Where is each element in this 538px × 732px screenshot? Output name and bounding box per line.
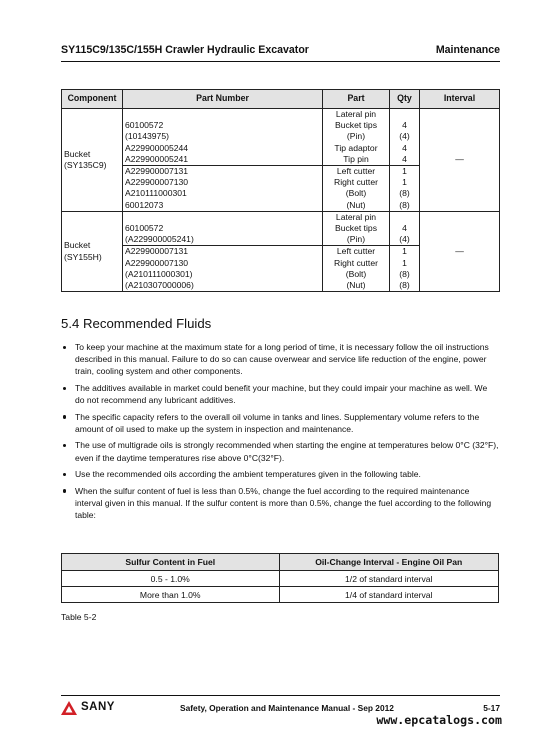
bullet-dot-icon [63, 444, 66, 447]
qty-value: 1 [402, 177, 407, 188]
header-rule [61, 61, 500, 62]
col-header-interval: Interval [420, 90, 500, 109]
part-name: (Bolt) [345, 188, 367, 199]
qty-value: (8) [399, 188, 410, 199]
brand-name: SANY [81, 701, 115, 713]
qty-value: (4) [399, 131, 410, 142]
part-name: (Pin) [346, 234, 366, 245]
qty-value: 1 [402, 166, 407, 177]
part-number: A229900005244 [125, 142, 189, 153]
list-item-text: The use of multigrade oils is strongly recommended when starting the engine at temperatures below 0°C (32°F), even if the daytime temperatures rise above 0°C(32°F). [75, 440, 499, 463]
part-number: 60100572 [125, 223, 164, 234]
part-number-cell [123, 109, 323, 166]
component-model: (SY155H) [64, 251, 102, 262]
page-header [61, 44, 500, 58]
qty-value: (8) [399, 280, 410, 291]
part-number [125, 109, 320, 120]
list-item-text: The additives available in market could benefit your machine, but they could impair your machine as well. We do not recommend any lubricant additives. [75, 382, 488, 406]
interval-cell: — [420, 109, 500, 212]
qty-value: (4) [399, 234, 410, 245]
part-number: A229900007130 [125, 177, 189, 188]
part-cell [323, 211, 390, 246]
part-name: Right cutter [334, 257, 378, 268]
part-name: Left cutter [336, 166, 376, 177]
interval-cell: 1/2 of standard interval [279, 571, 499, 587]
part-cell [323, 109, 390, 166]
qty-value: 1 [402, 246, 407, 257]
component-name: Bucket [64, 240, 91, 251]
list-item-text: When the sulfur content of fuel is less than 0.5%, change the fuel according to the required maintenance interval given in this manual. If the sulfur content is more than 0.5%, change the fuel according to the following table: [75, 485, 492, 520]
list-item [61, 411, 499, 435]
part-number: (A210111000301) [125, 268, 193, 279]
col-header-sulfur-content: Sulfur Content in Fuel [62, 554, 280, 571]
qty-value: 4 [402, 120, 407, 131]
part-number: (10143975) [125, 131, 169, 142]
table-caption: Table 5-2 [61, 612, 97, 622]
qty-value: (8) [399, 268, 410, 279]
qty-cell [390, 166, 420, 212]
part-number: A229900007130 [125, 257, 189, 268]
part-name: Tip adaptor [334, 142, 378, 153]
sulfur-table [61, 553, 499, 603]
qty-value: 4 [402, 142, 407, 153]
list-item-text: The specific capacity refers to the overall oil volume in tanks and lines. Supplementary volume refers to the amount of oil used to make up the system in inspection and maintenance. [75, 411, 480, 434]
part-name: Right cutter [334, 177, 378, 188]
part-name: (Bolt) [345, 268, 367, 279]
part-number-cell [123, 211, 323, 246]
bullet-dot-icon [63, 346, 66, 349]
table-row [62, 571, 499, 587]
part-cell [323, 166, 390, 212]
page-number: 5-17 [483, 703, 500, 713]
parts-table [61, 89, 500, 292]
document-title: SY115C9/135C/155H Crawler Hydraulic Excavator [61, 44, 309, 56]
footer-rule [61, 695, 500, 696]
part-name: (Pin) [346, 131, 366, 142]
sany-triangle-logo-icon [61, 701, 77, 715]
col-header-part: Part [323, 90, 390, 109]
list-item [61, 439, 499, 463]
list-item [61, 382, 499, 406]
qty-value [392, 109, 417, 120]
list-item-text: Use the recommended oils according the ambient temperatures given in the following table. [75, 469, 421, 480]
part-number: A210111000301 [125, 188, 187, 199]
bullet-dot-icon [63, 415, 66, 418]
list-item [61, 485, 499, 522]
qty-cell [390, 246, 420, 292]
component-cell [62, 211, 123, 291]
parts-table-header-row [62, 90, 500, 109]
part-number: A229900007131 [125, 166, 189, 177]
watermark: www.epcatalogs.com [376, 713, 502, 727]
list-item-text: To keep your machine at the maximum state for a long period of time, it is necessary follow the oil instructions described in this manual. Failure to do so can cause overwear and service life reduction of the engine, power train, cooling system and other components. [75, 342, 489, 377]
bullet-dot-icon [63, 489, 66, 492]
sulfur-content-cell: 0.5 - 1.0% [62, 571, 280, 587]
part-number: (A229900005241) [125, 234, 194, 245]
qty-value: 4 [402, 153, 407, 164]
qty-value: 1 [402, 257, 407, 268]
part-name: Lateral pin [335, 211, 377, 222]
bullet-dot-icon [63, 473, 66, 476]
qty-value [392, 212, 417, 223]
manual-title: Safety, Operation and Maintenance Manual - Sep 2012 [180, 703, 394, 713]
part-name: Bucket tips [334, 120, 378, 131]
table-row [62, 211, 500, 246]
part-cell [323, 246, 390, 292]
part-number: 60012073 [125, 199, 164, 210]
table-row [62, 109, 500, 166]
col-header-oil-change-interval: Oil-Change Interval - Engine Oil Pan [279, 554, 499, 571]
part-name: Tip pin [343, 153, 369, 164]
section-label: Maintenance [435, 44, 500, 56]
qty-cell [390, 109, 420, 166]
part-number: (A210307000006) [125, 280, 194, 291]
part-name: Left cutter [336, 246, 376, 257]
qty-cell [390, 211, 420, 246]
bullet-dot-icon [63, 387, 66, 390]
bullet-list [61, 341, 499, 525]
part-name: Lateral pin [335, 109, 377, 119]
part-number [125, 212, 320, 223]
list-item [61, 341, 499, 378]
component-name: Bucket [64, 148, 91, 159]
interval-cell: — [420, 211, 500, 291]
part-number-cell [123, 166, 323, 212]
qty-value: (8) [399, 199, 410, 210]
table-row [62, 587, 499, 603]
part-number: A229900007131 [125, 246, 189, 257]
interval-cell: 1/4 of standard interval [279, 587, 499, 603]
part-number: 60100572 [125, 120, 164, 131]
col-header-part-number: Part Number [123, 90, 323, 109]
part-name: (Nut) [346, 199, 366, 210]
part-number: A229900005241 [125, 153, 189, 164]
part-name: Bucket tips [334, 223, 378, 234]
component-model: (SY135C9) [64, 159, 107, 170]
col-header-qty: Qty [390, 90, 420, 109]
list-item [61, 468, 499, 480]
sulfur-content-cell: More than 1.0% [62, 587, 280, 603]
part-number-cell [123, 246, 323, 292]
section-heading: 5.4 Recommended Fluids [61, 316, 212, 331]
col-header-component: Component [62, 90, 123, 109]
sulfur-table-header-row [62, 554, 499, 571]
part-name: (Nut) [346, 280, 366, 291]
qty-value: 4 [402, 223, 407, 234]
component-cell [62, 109, 123, 212]
